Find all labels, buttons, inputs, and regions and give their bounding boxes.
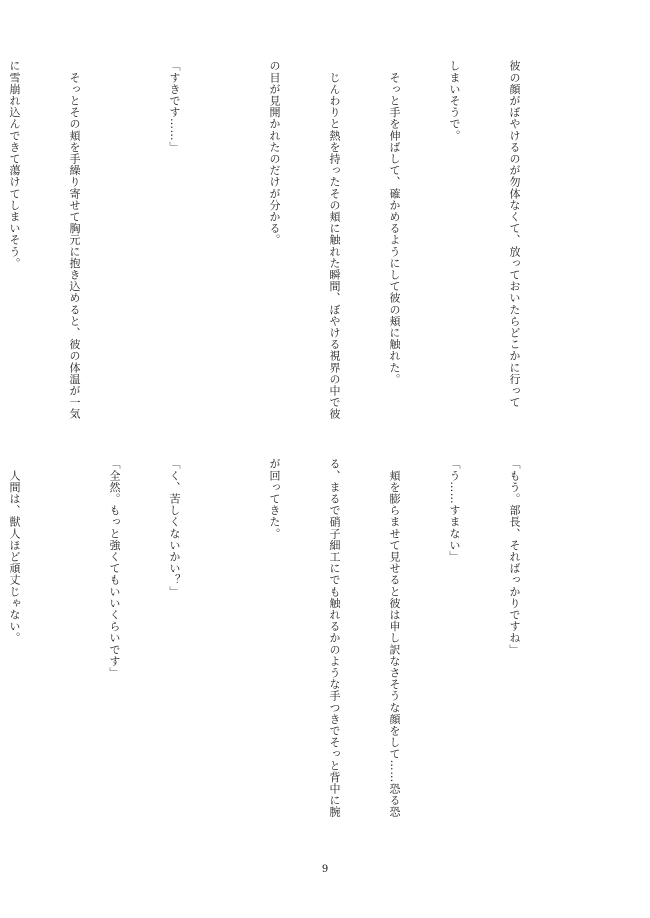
text-column: 「全然。もっと強くてもいいくらいです」 [108,458,121,679]
text-column: しまいそうで。 [448,60,461,142]
text-column: 人間は、獣人ほど頑丈じゃない。 [8,458,21,644]
page-number: 9 [321,864,329,875]
top-text-block [0,60,564,440]
text-column: 頬を膨らませて見せると彼は申し訳なさそうな顔をして……恐る恐 [388,458,401,818]
text-column: が回ってきた。 [268,458,281,540]
text-column: 「すきです……」 [168,60,181,153]
text-column: 「う……すまない」 [448,458,461,563]
text-column: の目が見開かれたのだけが分かる。 [268,60,281,246]
text-column: そっとその頬を手繰り寄せて胸元に抱き込めると、彼の体温が一気 [68,60,81,420]
text-column: に雪崩れ込んできて蕩けてしまいそう。 [8,60,21,269]
text-column: じんわりと熱を持ったその頬に触れた瞬間、ぼやける視界の中で彼 [328,60,341,420]
text-column: 彼の顔がぼやけるのが勿体なくて、放っておいたらどこかに行って [508,60,521,408]
text-column: 「もう。部長、そればっかりですね」 [508,458,521,656]
text-column: 「く、苦しくないかい？」 [168,458,181,598]
text-column: る、まるで硝子細工にでも触れるかのような手つきでそっと背中に腕 [328,458,341,818]
bottom-text-block [0,458,564,878]
text-column: そっと手を伸ばして、確かめるようにして彼の頬に触れた。 [388,60,401,385]
